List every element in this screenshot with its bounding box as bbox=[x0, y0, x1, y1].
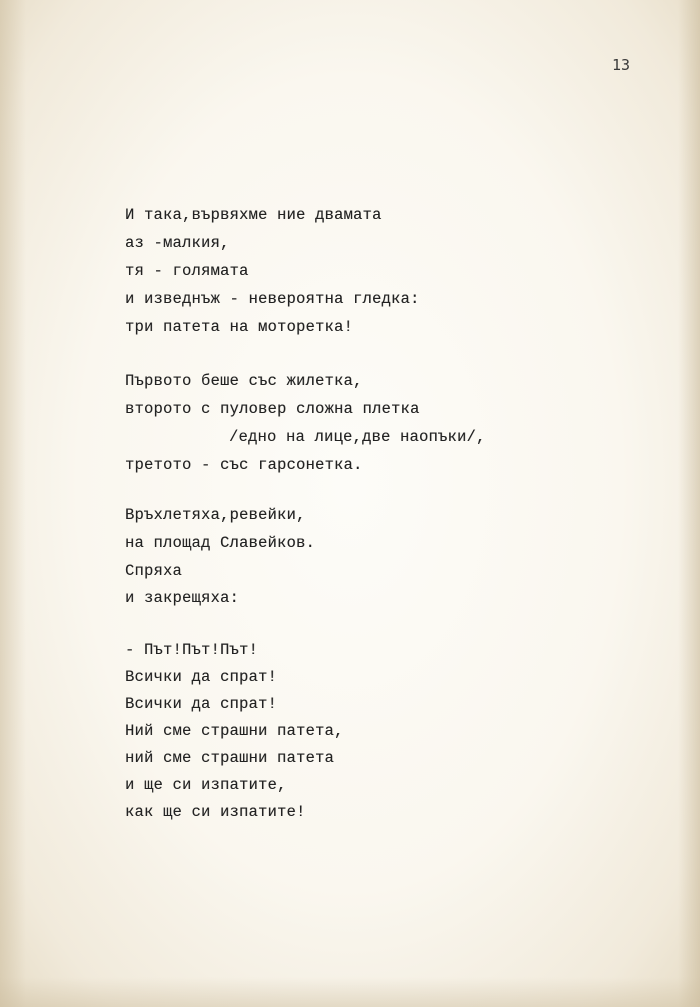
poem-line: и закрещяха: bbox=[125, 589, 240, 607]
poem-line: на площад Славейков. bbox=[125, 534, 316, 552]
poem-line: И така,вървяхме ние двамата bbox=[125, 206, 382, 224]
page-edge-shadow-bottom bbox=[0, 977, 700, 1007]
page-edge-shadow-left bbox=[0, 0, 26, 1007]
poem-line: Всички да спрат! bbox=[125, 668, 278, 686]
poem-line: - Път!Път!Път! bbox=[125, 641, 259, 659]
poem-line: аз -малкия, bbox=[125, 234, 230, 252]
poem-line: и изведнъж - невероятна гледка: bbox=[125, 290, 420, 308]
poem-line: Ний сме страшни патета, bbox=[125, 722, 344, 740]
poem-line: Връхлетяха,ревейки, bbox=[125, 506, 306, 524]
poem-line: тя - голямата bbox=[125, 262, 249, 280]
page-number: 13 bbox=[612, 56, 631, 74]
poem-line: Първото беше със жилетка, bbox=[125, 372, 363, 390]
poem-line: Всички да спрат! bbox=[125, 695, 278, 713]
page-edge-shadow-right bbox=[678, 0, 700, 1007]
poem-line: второто с пуловер сложна плетка bbox=[125, 400, 420, 418]
poem-line: /едно на лице,две наопъки/, bbox=[229, 428, 486, 446]
poem-line: ний сме страшни патета bbox=[125, 749, 335, 767]
poem-line: три патета на моторетка! bbox=[125, 318, 354, 336]
poem-line: и ще си изпатите, bbox=[125, 776, 287, 794]
poem-line: третото - със гарсонетка. bbox=[125, 456, 363, 474]
poem-line: Спряха bbox=[125, 562, 183, 580]
poem-line: как ще си изпатите! bbox=[125, 803, 306, 821]
